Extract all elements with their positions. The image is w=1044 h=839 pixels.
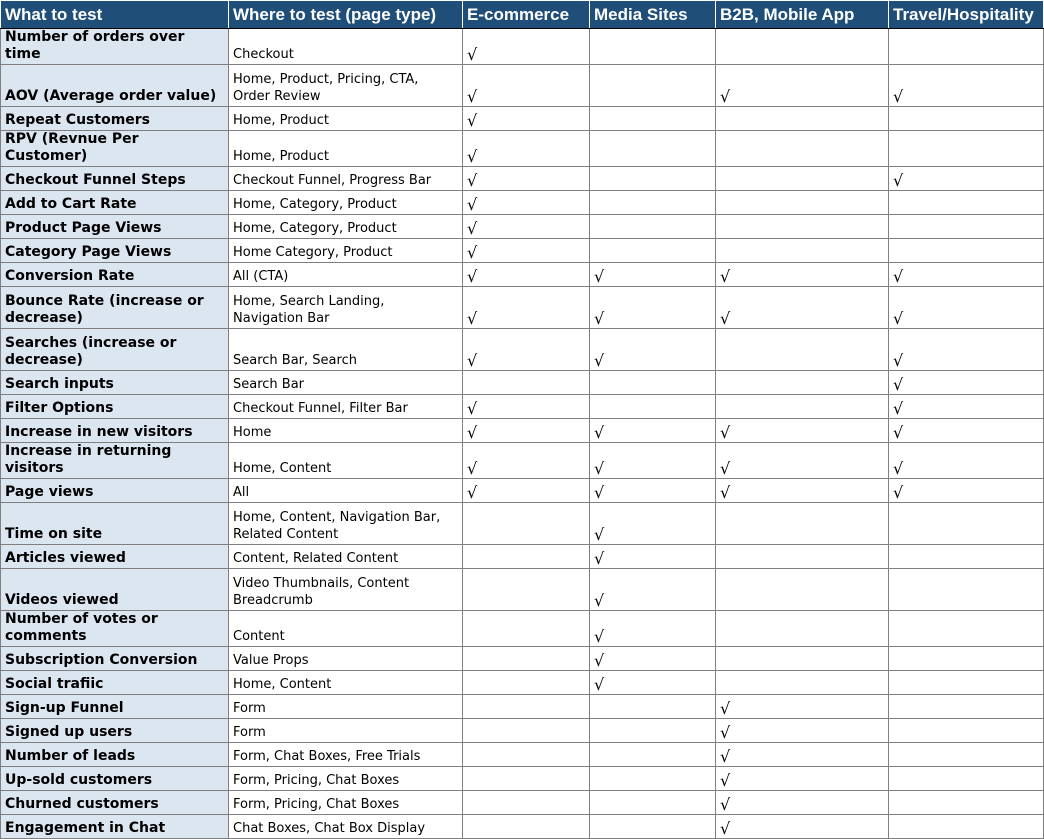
travel-cell	[889, 239, 1044, 263]
where-to-test-cell: Home, Content	[229, 443, 463, 479]
where-to-test-cell: Home, Category, Product	[229, 191, 463, 215]
where-to-test-cell: Home, Content, Navigation Bar, Related Content	[229, 503, 463, 545]
what-to-test-cell: Repeat Customers	[1, 107, 229, 131]
b2b-mobile-cell	[716, 191, 889, 215]
where-to-test-cell: Home	[229, 419, 463, 443]
ecommerce-cell	[463, 287, 590, 329]
travel-cell	[889, 29, 1044, 65]
media-sites-cell	[590, 611, 716, 647]
header-row	[1, 1, 1044, 29]
travel-cell	[889, 719, 1044, 743]
b2b-mobile-cell	[716, 107, 889, 131]
what-to-test-cell: Subscription Conversion	[1, 647, 229, 671]
travel-cell	[889, 671, 1044, 695]
check-mark-icon: √	[594, 549, 605, 568]
check-mark-icon: √	[893, 351, 904, 370]
where-to-test-cell: Home, Search Landing, Navigation Bar	[229, 287, 463, 329]
travel-cell	[889, 695, 1044, 719]
what-to-test-cell: Page views	[1, 479, 229, 503]
check-mark-icon: √	[720, 747, 731, 766]
ecommerce-cell	[463, 239, 590, 263]
where-to-test-cell: Checkout Funnel, Progress Bar	[229, 167, 463, 191]
table-row	[1, 167, 1044, 191]
b2b-mobile-cell	[716, 329, 889, 371]
travel-cell	[889, 131, 1044, 167]
ecommerce-cell	[463, 395, 590, 419]
what-to-test-cell: Churned customers	[1, 791, 229, 815]
b2b-mobile-cell	[716, 395, 889, 419]
check-mark-icon: √	[893, 483, 904, 502]
travel-cell	[889, 815, 1044, 839]
check-mark-icon: √	[893, 171, 904, 190]
media-sites-cell	[590, 647, 716, 671]
b2b-mobile-cell	[716, 647, 889, 671]
b2b-mobile-cell	[716, 791, 889, 815]
table-row	[1, 815, 1044, 839]
media-sites-cell	[590, 215, 716, 239]
where-to-test-cell: Search Bar	[229, 371, 463, 395]
header-what: What to test	[1, 1, 229, 29]
where-to-test-cell: Form	[229, 719, 463, 743]
table-row	[1, 545, 1044, 569]
where-to-test-cell: Home, Content	[229, 671, 463, 695]
what-to-test-cell: Articles viewed	[1, 545, 229, 569]
table-row	[1, 719, 1044, 743]
what-to-test-cell: Social trafiic	[1, 671, 229, 695]
media-sites-cell	[590, 371, 716, 395]
travel-cell	[889, 263, 1044, 287]
table-row	[1, 479, 1044, 503]
where-to-test-cell: Video Thumbnails, Content Breadcrumb	[229, 569, 463, 611]
what-to-test-cell: Product Page Views	[1, 215, 229, 239]
media-sites-cell	[590, 287, 716, 329]
b2b-mobile-cell	[716, 545, 889, 569]
check-mark-icon: √	[594, 309, 605, 328]
check-mark-icon: √	[720, 309, 731, 328]
table-row	[1, 671, 1044, 695]
check-mark-icon: √	[467, 111, 478, 130]
ecommerce-cell	[463, 329, 590, 371]
what-to-test-cell: Number of orders over time	[1, 29, 229, 65]
b2b-mobile-cell	[716, 215, 889, 239]
travel-cell	[889, 503, 1044, 545]
check-mark-icon: √	[594, 591, 605, 610]
travel-cell	[889, 395, 1044, 419]
b2b-mobile-cell	[716, 719, 889, 743]
media-sites-cell	[590, 791, 716, 815]
check-mark-icon: √	[720, 723, 731, 742]
check-mark-icon: √	[594, 483, 605, 502]
table-body	[1, 29, 1044, 839]
b2b-mobile-cell	[716, 611, 889, 647]
b2b-mobile-cell	[716, 131, 889, 167]
b2b-mobile-cell	[716, 419, 889, 443]
ecommerce-cell	[463, 215, 590, 239]
ecommerce-cell	[463, 503, 590, 545]
check-mark-icon: √	[594, 459, 605, 478]
ecommerce-cell	[463, 695, 590, 719]
check-mark-icon: √	[467, 171, 478, 190]
travel-cell	[889, 479, 1044, 503]
check-mark-icon: √	[594, 627, 605, 646]
what-to-test-cell: Conversion Rate	[1, 263, 229, 287]
ecommerce-cell	[463, 131, 590, 167]
b2b-mobile-cell	[716, 815, 889, 839]
table-row	[1, 611, 1044, 647]
media-sites-cell	[590, 65, 716, 107]
ecommerce-cell	[463, 167, 590, 191]
travel-cell	[889, 545, 1044, 569]
travel-cell	[889, 611, 1044, 647]
check-mark-icon: √	[720, 819, 731, 838]
check-mark-icon: √	[467, 219, 478, 238]
media-sites-cell	[590, 719, 716, 743]
check-mark-icon: √	[467, 351, 478, 370]
table-row	[1, 107, 1044, 131]
table-row	[1, 239, 1044, 263]
table-row	[1, 443, 1044, 479]
ecommerce-cell	[463, 371, 590, 395]
check-mark-icon: √	[467, 195, 478, 214]
travel-cell	[889, 167, 1044, 191]
table-row	[1, 743, 1044, 767]
what-to-test-cell: AOV (Average order value)	[1, 65, 229, 107]
what-to-test-cell: Signed up users	[1, 719, 229, 743]
table-row	[1, 215, 1044, 239]
media-sites-cell	[590, 443, 716, 479]
b2b-mobile-cell	[716, 503, 889, 545]
check-mark-icon: √	[467, 459, 478, 478]
media-sites-cell	[590, 107, 716, 131]
what-to-test-cell: Number of votes or comments	[1, 611, 229, 647]
check-mark-icon: √	[467, 147, 478, 166]
table-row	[1, 395, 1044, 419]
table-row	[1, 647, 1044, 671]
where-to-test-cell: Chat Boxes, Chat Box Display	[229, 815, 463, 839]
ecommerce-cell	[463, 791, 590, 815]
check-mark-icon: √	[893, 309, 904, 328]
table-row	[1, 263, 1044, 287]
table-row	[1, 287, 1044, 329]
media-sites-cell	[590, 569, 716, 611]
travel-cell	[889, 371, 1044, 395]
header-where: Where to test (page type)	[229, 1, 463, 29]
travel-cell	[889, 329, 1044, 371]
media-sites-cell	[590, 503, 716, 545]
check-mark-icon: √	[720, 483, 731, 502]
check-mark-icon: √	[467, 309, 478, 328]
ecommerce-cell	[463, 107, 590, 131]
check-mark-icon: √	[893, 399, 904, 418]
check-mark-icon: √	[720, 771, 731, 790]
what-to-test-cell: Time on site	[1, 503, 229, 545]
check-mark-icon: √	[720, 795, 731, 814]
media-sites-cell	[590, 767, 716, 791]
where-to-test-cell: Form, Pricing, Chat Boxes	[229, 767, 463, 791]
table-row	[1, 65, 1044, 107]
media-sites-cell	[590, 419, 716, 443]
ecommerce-cell	[463, 647, 590, 671]
check-mark-icon: √	[720, 699, 731, 718]
check-mark-icon: √	[594, 423, 605, 442]
check-mark-icon: √	[594, 525, 605, 544]
ecommerce-cell	[463, 815, 590, 839]
b2b-mobile-cell	[716, 767, 889, 791]
ecommerce-cell	[463, 743, 590, 767]
travel-cell	[889, 65, 1044, 107]
table-row	[1, 695, 1044, 719]
ecommerce-cell	[463, 671, 590, 695]
media-sites-cell	[590, 545, 716, 569]
check-mark-icon: √	[720, 459, 731, 478]
check-mark-icon: √	[720, 87, 731, 106]
ecommerce-cell	[463, 569, 590, 611]
where-to-test-cell: Form, Pricing, Chat Boxes	[229, 791, 463, 815]
where-to-test-cell: Form	[229, 695, 463, 719]
what-to-test-cell: Add to Cart Rate	[1, 191, 229, 215]
b2b-mobile-cell	[716, 743, 889, 767]
where-to-test-cell: Value Props	[229, 647, 463, 671]
travel-cell	[889, 569, 1044, 611]
media-sites-cell	[590, 395, 716, 419]
where-to-test-cell: Checkout	[229, 29, 463, 65]
media-sites-cell	[590, 815, 716, 839]
travel-cell	[889, 767, 1044, 791]
what-to-test-cell: Checkout Funnel Steps	[1, 167, 229, 191]
what-to-test-cell: Up-sold customers	[1, 767, 229, 791]
what-to-test-cell: Number of leads	[1, 743, 229, 767]
ecommerce-cell	[463, 263, 590, 287]
media-sites-cell	[590, 671, 716, 695]
where-to-test-cell: Home, Product	[229, 107, 463, 131]
what-to-test-cell: Filter Options	[1, 395, 229, 419]
check-mark-icon: √	[720, 267, 731, 286]
travel-cell	[889, 215, 1044, 239]
table-row	[1, 791, 1044, 815]
check-mark-icon: √	[594, 351, 605, 370]
table-row	[1, 371, 1044, 395]
ecommerce-cell	[463, 719, 590, 743]
header-ecommerce: E-commerce	[463, 1, 590, 29]
ecommerce-cell	[463, 611, 590, 647]
where-to-test-cell: Checkout Funnel, Filter Bar	[229, 395, 463, 419]
travel-cell	[889, 791, 1044, 815]
what-to-test-cell: RPV (Revnue Per Customer)	[1, 131, 229, 167]
media-sites-cell	[590, 29, 716, 65]
ecommerce-cell	[463, 65, 590, 107]
ecommerce-cell	[463, 479, 590, 503]
check-mark-icon: √	[893, 423, 904, 442]
ecommerce-cell	[463, 191, 590, 215]
what-to-test-cell: Increase in returning visitors	[1, 443, 229, 479]
check-mark-icon: √	[893, 87, 904, 106]
what-to-test-cell: Search inputs	[1, 371, 229, 395]
media-sites-cell	[590, 239, 716, 263]
b2b-mobile-cell	[716, 263, 889, 287]
table-row	[1, 503, 1044, 545]
where-to-test-cell: Home, Category, Product	[229, 215, 463, 239]
where-to-test-cell: All (CTA)	[229, 263, 463, 287]
b2b-mobile-cell	[716, 65, 889, 107]
table-row	[1, 569, 1044, 611]
travel-cell	[889, 287, 1044, 329]
b2b-mobile-cell	[716, 671, 889, 695]
travel-cell	[889, 107, 1044, 131]
check-mark-icon: √	[594, 651, 605, 670]
ecommerce-cell	[463, 545, 590, 569]
media-sites-cell	[590, 743, 716, 767]
travel-cell	[889, 743, 1044, 767]
check-mark-icon: √	[467, 45, 478, 64]
media-sites-cell	[590, 263, 716, 287]
media-sites-cell	[590, 329, 716, 371]
table-row	[1, 329, 1044, 371]
table-row	[1, 767, 1044, 791]
table-row	[1, 419, 1044, 443]
b2b-mobile-cell	[716, 443, 889, 479]
b2b-mobile-cell	[716, 239, 889, 263]
table-row	[1, 29, 1044, 65]
what-to-test-cell: Increase in new visitors	[1, 419, 229, 443]
check-mark-icon: √	[467, 87, 478, 106]
what-to-test-cell: Videos viewed	[1, 569, 229, 611]
b2b-mobile-cell	[716, 167, 889, 191]
where-to-test-cell: Search Bar, Search	[229, 329, 463, 371]
check-mark-icon: √	[467, 483, 478, 502]
check-mark-icon: √	[467, 399, 478, 418]
check-mark-icon: √	[893, 375, 904, 394]
where-to-test-cell: Form, Chat Boxes, Free Trials	[229, 743, 463, 767]
check-mark-icon: √	[594, 675, 605, 694]
travel-cell	[889, 647, 1044, 671]
ecommerce-cell	[463, 29, 590, 65]
b2b-mobile-cell	[716, 287, 889, 329]
table-row	[1, 131, 1044, 167]
check-mark-icon: √	[467, 267, 478, 286]
check-mark-icon: √	[467, 243, 478, 262]
ecommerce-cell	[463, 767, 590, 791]
media-sites-cell	[590, 479, 716, 503]
where-to-test-cell: All	[229, 479, 463, 503]
media-sites-cell	[590, 191, 716, 215]
b2b-mobile-cell	[716, 479, 889, 503]
media-sites-cell	[590, 131, 716, 167]
check-mark-icon: √	[893, 267, 904, 286]
header-travel: Travel/Hospitality	[889, 1, 1044, 29]
table-row	[1, 191, 1044, 215]
b2b-mobile-cell	[716, 371, 889, 395]
what-to-test-cell: Engagement in Chat	[1, 815, 229, 839]
travel-cell	[889, 443, 1044, 479]
header-media-sites: Media Sites	[590, 1, 716, 29]
travel-cell	[889, 419, 1044, 443]
what-to-test-cell: Bounce Rate (increase or decrease)	[1, 287, 229, 329]
ecommerce-cell	[463, 419, 590, 443]
media-sites-cell	[590, 167, 716, 191]
check-mark-icon: √	[893, 459, 904, 478]
what-to-test-cell: Searches (increase or decrease)	[1, 329, 229, 371]
check-mark-icon: √	[720, 423, 731, 442]
travel-cell	[889, 191, 1044, 215]
where-to-test-cell: Home, Product	[229, 131, 463, 167]
check-mark-icon: √	[467, 423, 478, 442]
b2b-mobile-cell	[716, 569, 889, 611]
ecommerce-cell	[463, 443, 590, 479]
check-mark-icon: √	[594, 267, 605, 286]
where-to-test-cell: Content	[229, 611, 463, 647]
media-sites-cell	[590, 695, 716, 719]
header-b2b-mobile: B2B, Mobile App	[716, 1, 889, 29]
what-to-test-cell: Category Page Views	[1, 239, 229, 263]
what-to-test-cell: Sign-up Funnel	[1, 695, 229, 719]
where-to-test-cell: Content, Related Content	[229, 545, 463, 569]
where-to-test-cell: Home, Product, Pricing, CTA, Order Review	[229, 65, 463, 107]
b2b-mobile-cell	[716, 695, 889, 719]
b2b-mobile-cell	[716, 29, 889, 65]
where-to-test-cell: Home Category, Product	[229, 239, 463, 263]
